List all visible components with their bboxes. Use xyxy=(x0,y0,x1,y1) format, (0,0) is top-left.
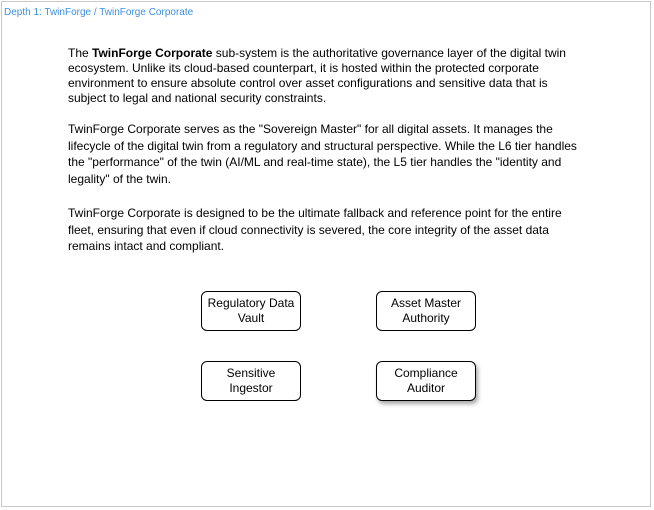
node-label: Sensitive Ingestor xyxy=(226,366,276,395)
node-compliance-auditor[interactable] xyxy=(376,361,476,401)
node-sensitive-ingestor[interactable] xyxy=(201,361,301,401)
description-subject: TwinForge Corporate xyxy=(92,46,213,60)
description-rest: sub-system is the authoritative governance layer of the digital twin ecosystem. Unlike its cloud-based counterpart, it is hosted within the protected corporate environment to ensure absolute control over asset configurations and sensitive data that is subject to legal and national security constraints. xyxy=(68,46,566,105)
node-label: Compliance Auditor xyxy=(394,366,458,395)
description-paragraph-1 xyxy=(68,46,588,106)
node-asset-master-authority[interactable] xyxy=(376,291,476,331)
node-label: Asset Master Authority xyxy=(390,296,462,325)
node-label: Regulatory Data Vault xyxy=(207,296,295,325)
description-paragraph-3: TwinForge Corporate is designed to be the ultimate fallback and reference point for the entire fleet, ensuring that even if cloud connectivity is severed, the core integrity of the asset data remains intact and compliant. xyxy=(68,206,562,253)
node-regulatory-data-vault[interactable] xyxy=(201,291,301,331)
description-paragraph-2: TwinForge Corporate serves as the "Sovereign Master" for all digital assets. It manages the lifecycle of the digital twin from a regulatory and structural perspective. While the L6 tier handles the "performance" of the twin (AI/ML and real-time state), the L5 tier handles the "identity and legality" of the twin. xyxy=(68,122,577,186)
breadcrumb[interactable]: Depth 1: TwinForge / TwinForge Corporate xyxy=(4,7,194,18)
description-lead: The xyxy=(68,46,93,60)
